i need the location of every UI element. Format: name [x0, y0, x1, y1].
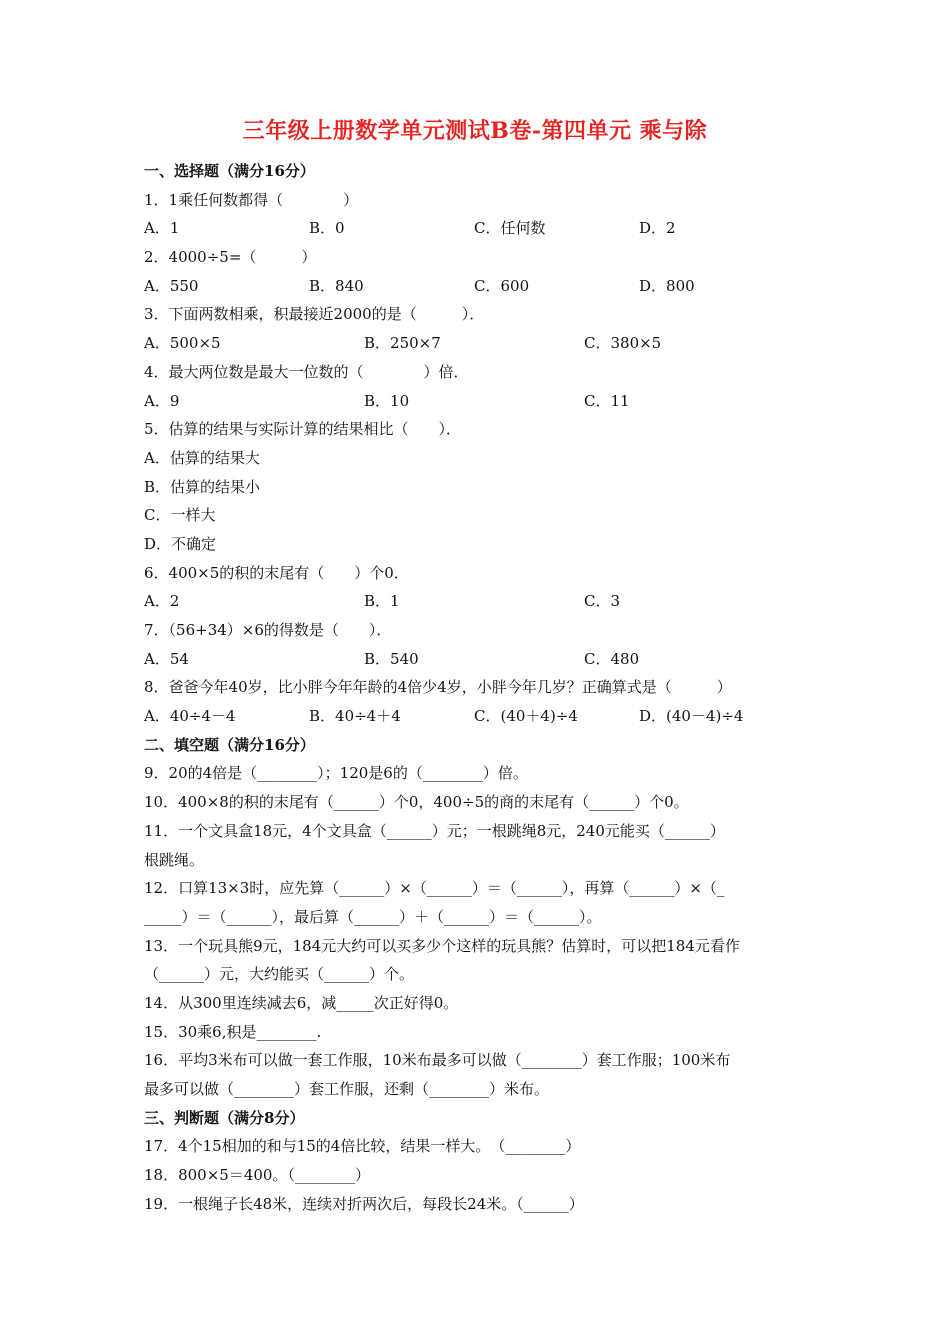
option-c: C．(40＋4)÷4 — [474, 707, 578, 726]
option-a: A．2 — [144, 592, 180, 611]
question-17: 17．4个15相加的和与15的4倍比较，结果一样大。 （________） — [144, 1137, 581, 1156]
question-6: 6．400×5的积的末尾有（ ）个0． — [144, 563, 409, 582]
question-15: 15．30乘6,积是________. — [144, 1022, 322, 1041]
question-19: 19．一根绳子长48米，连续对折两次后，每段长24米。（______） — [144, 1194, 584, 1213]
question-11-line-2: 根跳绳。 — [144, 850, 205, 869]
option-d: D．(40－4)÷4 — [639, 707, 744, 726]
option-a: A．1 — [144, 219, 180, 238]
question-9: 9．20的4倍是（________）；120是6的（________）倍。 — [144, 764, 528, 783]
question-5: 5．估算的结果与实际计算的结果相比（ ）． — [144, 420, 462, 439]
question-13-line-2: （______）元，大约能买（______）个。 — [144, 965, 415, 984]
option-c: C．11 — [584, 391, 630, 410]
option-a: A．估算的结果大 — [144, 448, 260, 467]
option-b: B．40÷4＋4 — [309, 707, 401, 726]
document-title: 三年级上册数学单元测试B卷-第四单元 乘与除 — [242, 118, 708, 144]
option-c: C．600 — [474, 276, 530, 295]
option-d: D．不确定 — [144, 534, 217, 553]
question-12-line-1: 12．口算13×3时，应先算（______）×（______）＝（______），再算（______）×（_ — [144, 879, 725, 898]
question-14: 14．从300里连续减去6，减_____次正好得0。 — [144, 993, 459, 1012]
question-11-line-1: 11．一个文具盒18元，4个文具盒（______）元；一根跳绳8元，240元能买（______） — [144, 821, 725, 840]
option-b: B．1 — [364, 592, 400, 611]
question-8: 8．爸爸今年40岁，比小胖今年年龄的4倍少4岁，小胖今年几岁？正确算式是（ ） — [144, 678, 732, 697]
document-body — [144, 157, 814, 1218]
option-a: A．40÷4－4 — [144, 707, 236, 726]
section-heading-choice: 一、选择题（满分16分） — [144, 162, 315, 180]
question-1: 1．1乘任何数都得（ ） — [144, 190, 359, 209]
option-b: B．0 — [309, 219, 345, 238]
question-7-options — [144, 645, 814, 674]
question-1-options — [144, 214, 814, 243]
section-heading-judge: 三、判断题（满分8分） — [144, 1108, 305, 1127]
option-c: C．380×5 — [584, 334, 662, 353]
question-8-options — [144, 702, 814, 731]
option-b: B．540 — [364, 649, 419, 668]
section-heading-fill: 二、填空题（满分16分） — [144, 735, 315, 754]
option-b: B．250×7 — [364, 334, 441, 353]
question-16-line-2: 最多可以做（________）套工作服，还剩（________）米布。 — [144, 1080, 550, 1098]
question-13-line-1: 13．一个玩具熊9元，184元大约可以买多少个这样的玩具熊？估算时，可以把184元看作 — [144, 936, 740, 955]
option-c: C．480 — [584, 649, 640, 668]
question-4-options — [144, 387, 814, 416]
question-10: 10．400×8的积的末尾有（______）个0，400÷5的商的末尾有（______）个0。 — [144, 793, 689, 812]
option-d: D．800 — [639, 276, 695, 295]
question-12-line-2: _____）＝（______），最后算（______）＋（______）＝（______）。 — [144, 907, 602, 926]
question-4: 4．最大两位数是最大一位数的（ ）倍． — [144, 362, 469, 381]
option-c: C．3 — [584, 592, 621, 611]
question-7: 7．（56+34）×6的得数是（ ）． — [144, 621, 392, 639]
option-b: B．10 — [364, 391, 410, 410]
question-2: 2．4000÷5=（ ） — [144, 248, 317, 267]
option-a: A．54 — [144, 649, 189, 668]
question-6-options — [144, 587, 814, 616]
option-b: B．840 — [309, 276, 364, 295]
option-a: A．550 — [144, 276, 199, 295]
option-b: B．估算的结果小 — [144, 477, 261, 496]
question-3: 3．下面两数相乘，积最接近2000的是（ ）． — [144, 305, 485, 324]
question-2-options — [144, 272, 814, 301]
option-d: D．2 — [639, 219, 676, 238]
option-c: C．一样大 — [144, 506, 216, 525]
question-18: 18．800×5＝400。（________） — [144, 1166, 370, 1185]
question-16-line-1: 16．平均3米布可以做一套工作服，10米布最多可以做（________）套工作服；100米布 — [144, 1051, 731, 1070]
option-c: C．任何数 — [474, 219, 546, 238]
option-a: A．500×5 — [144, 334, 221, 353]
question-3-options — [144, 329, 814, 358]
option-a: A．9 — [144, 391, 180, 410]
